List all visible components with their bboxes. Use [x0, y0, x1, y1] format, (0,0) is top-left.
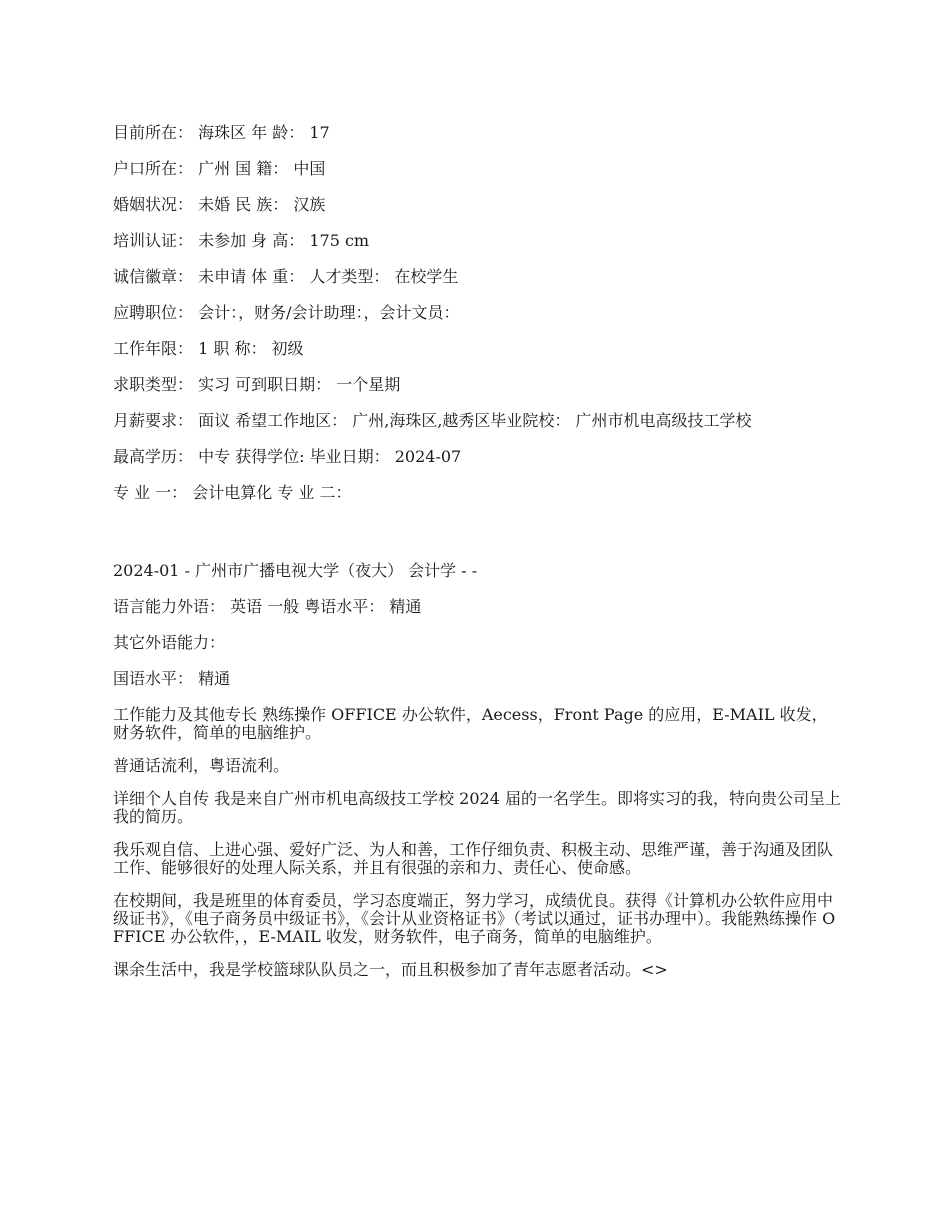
major-line: 专 业 一： 会计电算化 专 业 二：	[113, 483, 352, 502]
personality-paragraph: 我乐观自信、上进心强、爱好广泛、为人和善，工作仔细负责、积极主动、思维严谨，善于沟通及团队工作、能够很好的处理人际关系，并且有很强的亲和力、责任心、使命感。	[113, 840, 834, 877]
experience-title-line: 工作年限： 1 职 称： 初级	[113, 339, 304, 358]
details-section	[113, 562, 843, 979]
skills-paragraph: 工作能力及其他专长 熟练操作 OFFICE 办公软件，Aecess，Front Page 的应用，E-MAIL 收发，财务软件，简单的电脑维护。	[113, 705, 828, 742]
education-line: 最高学历： 中专 获得学位: 毕业日期： 2024-07	[113, 447, 462, 466]
section-gap	[113, 520, 843, 562]
location-age-line: 目前所在： 海珠区 年 龄： 17	[113, 123, 330, 142]
study-history-line: 2024-01 - 广州市广播电视大学（夜大） 会计学 - -	[113, 561, 478, 580]
speech-paragraph: 普通话流利，粤语流利。	[113, 756, 290, 775]
mandarin-line: 国语水平： 精通	[113, 669, 231, 688]
profile-section	[113, 124, 843, 502]
job-type-line: 求职类型： 实习 可到职日期： 一个星期	[113, 375, 401, 394]
desired-position-line: 应聘职位： 会计：，财务/会计助理：，会计文员：	[113, 303, 460, 322]
integrity-weight-line: 诚信徽章： 未申请 体 重： 人才类型： 在校学生	[113, 267, 459, 286]
marital-ethnicity-line: 婚姻状况： 未婚 民 族： 汉族	[113, 195, 326, 214]
other-language-line: 其它外语能力：	[113, 633, 226, 652]
activities-paragraph: 课余生活中，我是学校篮球队队员之一，而且积极参加了青年志愿者活动。<>	[113, 960, 668, 979]
intro-paragraph: 详细个人自传 我是来自广州市机电高级技工学校 2024 届的一名学生。即将实习的我，特向贵公司呈上我的简历。	[113, 789, 841, 826]
training-height-line: 培训认证： 未参加 身 高： 175 cm	[113, 231, 370, 250]
resume-document	[113, 124, 843, 994]
school-paragraph: 在校期间，我是班里的体育委员，学习态度端正，努力学习，成绩优良。获得《计算机办公软件应用中级证书》，《电子商务员中级证书》，《会计从业资格证书》（考试以通过，证书办理中）。我能熟练操作 OFFICE 办公软件，，E-MAIL 收发，财务软件，电子商务，简单的电脑维护。	[113, 891, 836, 946]
language-line: 语言能力外语： 英语 一般 粤语水平： 精通	[113, 597, 422, 616]
hukou-nationality-line: 户口所在： 广州 国 籍： 中国	[113, 159, 326, 178]
salary-region-school-line: 月薪要求： 面议 希望工作地区： 广州,海珠区,越秀区毕业院校： 广州市机电高级技工学校	[113, 411, 752, 430]
